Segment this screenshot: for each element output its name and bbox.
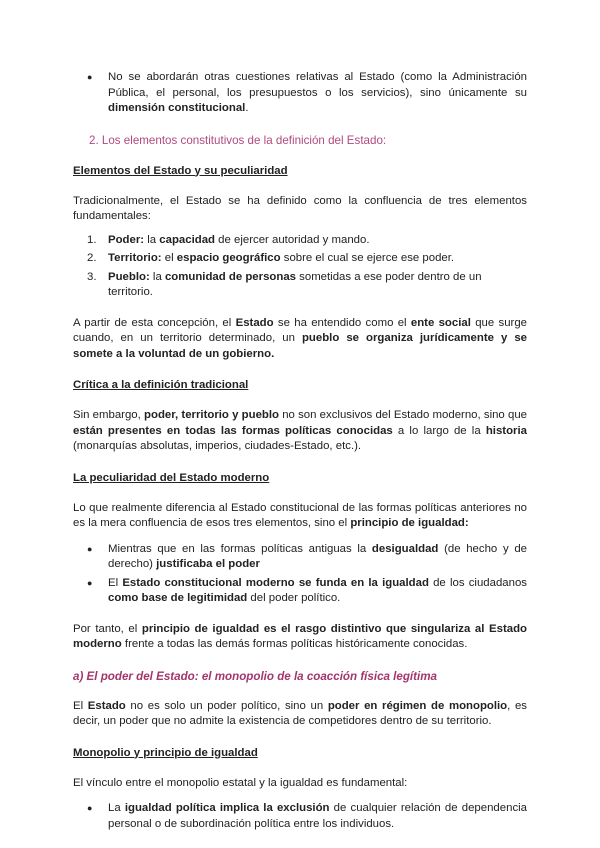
paragraph-por-tanto: Por tanto, el principio de igualdad es el rasgo distintivo que singulariza al Estado moderno frente a todas las demás formas políticas históricamente conocidas. [73,622,527,650]
paragraph-diferencia: Lo que realmente diferencia al Estado constitucional de las formas políticas anteriores no es la mera confluencia de esos tres elementos, sino el principio de igualdad: [73,501,527,529]
paragraph-concepcion: A partir de esta concepción, el Estado se ha entendido como el ente social que surge cuando, en un territorio determinado, un pueblo se organiza jurídicamente y se somete a la voluntad de un gobierno. [73,316,528,360]
final-bullet-list [73,801,527,832]
bullet-icon: ● [87,543,93,554]
list-item: ● No se abordarán otras cuestiones relativas al Estado (como la Administración Pública, el personal, los presupuestos o los servicios), sino únicamente su dimensión constitucional. [87,71,527,114]
bullet-icon: ● [87,803,93,813]
list-item: 2. Territorio: el espacio geográfico sobre el cual se ejerce ese poder. [87,252,455,264]
paragraph-tradicional: Tradicionalmente, el Estado se ha definido como la confluencia de tres elementos fundamentales: [73,194,527,222]
paragraph-vinculo: El vínculo entre el monopolio estatal y la igualdad es fundamental: [73,776,408,789]
subheading-elementos: Elementos del Estado y su peculiaridad [73,164,288,177]
paragraph-critica: Sin embargo, poder, territorio y pueblo no son exclusivos del Estado moderno, sino que están presentes en todas las formas políticas conocidas a lo largo de la historia (monarquías absolutas, imperios, ciudades-Estado, etc.). [73,409,527,452]
subheading-monopolio: Monopolio y principio de igualdad [73,746,258,759]
bullet-icon: ● [87,72,93,82]
list-item: ● La igualdad política implica la exclusión de cualquier relación de dependencia personal o de subordinación política entre los individuos. [87,802,528,830]
list-item: 1. Poder: la capacidad de ejercer autoridad y mando. [87,233,370,246]
section-heading-a: a) El poder del Estado: el monopolio de la coacción física legítima [73,669,437,683]
section-heading-2: 2. Los elementos constitutivos de la definición del Estado: [89,133,387,147]
list-item: ● El Estado constitucional moderno se funda en la igualdad de los ciudadanos como base de legitimidad del poder político. [87,576,527,604]
igualdad-bullet-list [73,542,527,607]
bullet-icon: ● [87,577,93,588]
intro-bullet-list [73,70,527,117]
list-item: 3. Pueblo: la comunidad de personas sometidas a ese poder dentro de un territorio. [87,270,482,298]
elements-numbered-list [73,233,527,301]
subheading-peculiaridad: La peculiaridad del Estado moderno [73,471,270,484]
paragraph-poder: El Estado no es solo un poder político, sino un poder en régimen de monopolio, es decir, un poder que no admite la existencia de competidores dentro de su territorio. [73,699,527,727]
subheading-critica: Crítica a la definición tradicional [73,379,249,391]
list-item: ● Mientras que en las formas políticas antiguas la desigualdad (de hecho y de derecho) justificaba el poder [87,542,527,570]
